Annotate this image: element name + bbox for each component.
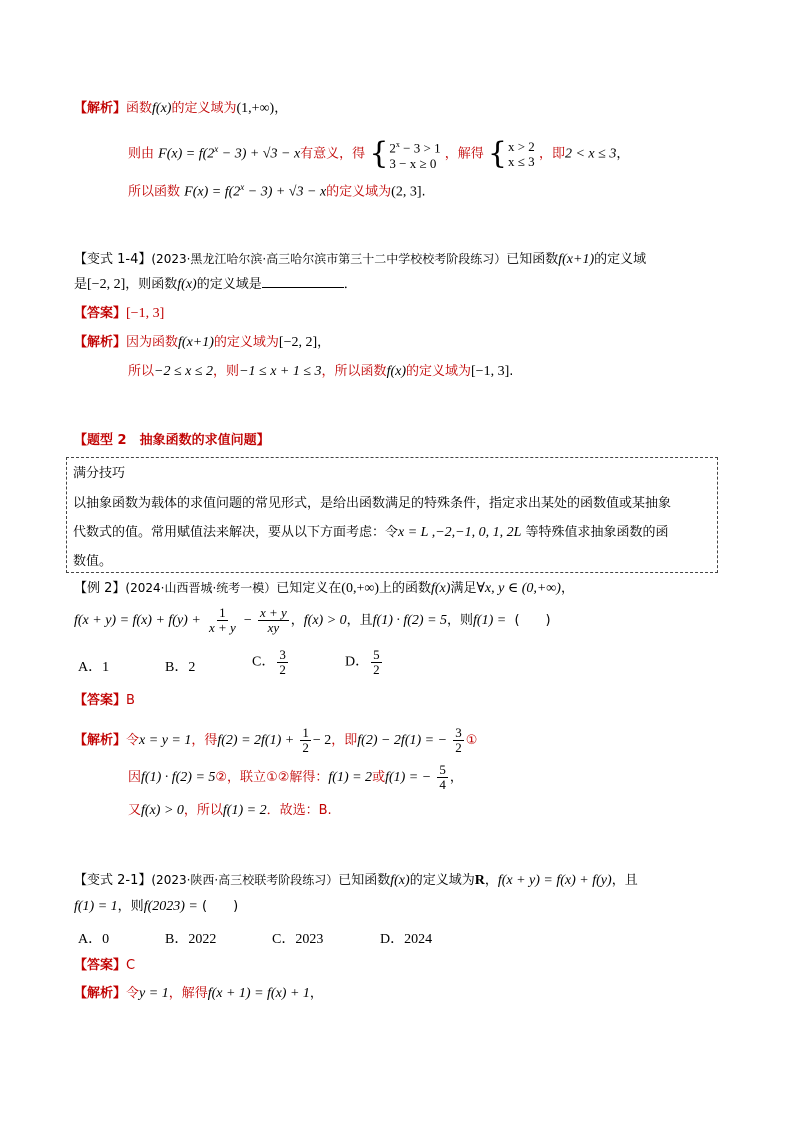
variant-2-1-answer: 【答案】C xyxy=(74,958,136,973)
variant-1-4-question-2: 是[−2, 2]，则函数f(x)的定义域是 ． xyxy=(74,277,357,292)
example-2-solution-2: 因f(1) · f(2) = 5②，联立①②解得：f(1) = 2或f(1) = − $\frac{5}{4}$ ， xyxy=(128,762,463,792)
tips-box xyxy=(66,457,718,573)
example-2-answer: 【答案】B xyxy=(74,693,135,708)
condition-system: { $2^x - 3 > 1$ 3 − x ≥ 0 xyxy=(369,136,441,171)
answer-tag: 【答案】 xyxy=(74,306,127,321)
example-2-equation: f(x + y) = f(x) + f(y) + $\frac{1}{x + y}$ − $\frac{x + y}{xy}$ ，f(x) > 0，且f(1) · f(2) = 5，则f(1) = ( ) xyxy=(74,605,551,635)
variant-2-1-analysis: 【解析】令y = 1，解得f(x + 1) = f(x) + 1， xyxy=(74,986,323,1001)
answer-blank xyxy=(262,275,344,288)
variant-1-4-analysis-2: 所以−2 ≤ x ≤ 2，则−1 ≤ x + 1 ≤ 3，所以函数f(x)的定义域为[−1, 3]. xyxy=(128,364,514,379)
option-d[interactable]: D． $\frac{5}{2}$ xyxy=(345,647,380,677)
variant-label: 【变式 1-4】 xyxy=(74,252,152,267)
option-a[interactable]: A．0 xyxy=(78,932,110,947)
option-c[interactable]: C． $\frac{3}{2}$ xyxy=(252,647,286,677)
variant-label: 【变式 2-1】 xyxy=(74,873,152,888)
example-2-solution-3: 又f(x) > 0，所以f(1) = 2．故选：B. xyxy=(128,803,332,818)
example-2-question: 【例 2】(2024·山西晋城·统考一模）已知定义在(0,+∞)上的函数f(x)满足∀x, y ∈ (0,+∞)， xyxy=(74,581,574,596)
fraction: $\frac{x + y}{xy}$ xyxy=(259,605,287,635)
answer-tag: 【答案】 xyxy=(74,693,127,708)
variant-1-4-question: 【变式 1-4】(2023·黑龙江哈尔滨·高三哈尔滨市第三十二中学校校考阶段练习）已知函数f(x+1)的定义域 xyxy=(74,252,647,267)
tips-line-2: 代数式的值。常用赋值法来解决，要从以下方面考虑：令x = L ,−2,−1, 0, 1, 2L 等特殊值求抽象函数的函 xyxy=(73,525,669,540)
variant-2-1-question-2: f(1) = 1，则f(2023) = ( ) xyxy=(74,899,239,914)
solution-system: { x > 2 x ≤ 3 xyxy=(487,136,535,171)
example-label: 【例 2】 xyxy=(74,581,126,596)
tips-title: 满分技巧 xyxy=(73,466,126,481)
variant-1-4-answer: 【答案】[−1, 3] xyxy=(74,306,165,321)
option-b[interactable]: B．2 xyxy=(165,660,196,675)
variant-1-4-analysis-1: 【解析】因为函数f(x+1)的定义域为[−2, 2]， xyxy=(74,335,331,350)
tips-line-1: 以抽象函数为载体的求值问题的常见形式，是给出函数满足的特殊条件，指定求出某处的函数值或某抽象 xyxy=(73,496,672,511)
option-a[interactable]: A．1 xyxy=(78,660,110,675)
option-c[interactable]: C．2023 xyxy=(272,932,324,947)
analysis-tag: 【解析】 xyxy=(74,986,127,1001)
analysis-tag: 【解析】 xyxy=(74,733,127,748)
example-2-solution-1: 【解析】令x = y = 1，得f(2) = 2f(1) + $\frac{1}{2}$ − 2，即f(2) − 2f(1) = − $\frac{3}{2}$ ① xyxy=(74,725,478,755)
tips-line-3: 数值。 xyxy=(73,554,113,569)
analysis-line-2: 则由 $F(x) = f(2^x - 3) + √3 - x$有意义，得 { $2^x - 3 > 1$ 3 − x ≥ 0 ，解得 { x > 2 x ≤ 3 ，即2 < x ≤ 3， xyxy=(128,136,630,171)
option-d[interactable]: D．2024 xyxy=(380,932,433,947)
analysis-line-3: 所以函数 $F(x) = f(2^x - 3) + √3 - x$的定义域为(2, 3]. xyxy=(128,182,426,200)
fraction: $\frac{1}{x + y}$ xyxy=(208,605,236,635)
topic-2-heading: 【题型 2 抽象函数的求值问题】 xyxy=(74,433,270,448)
analysis-tag: 【解析】 xyxy=(74,101,127,116)
variant-2-1-question: 【变式 2-1】(2023·陕西·高三校联考阶段练习）已知函数f(x)的定义域为R，f(x + y) = f(x) + f(y)，且 xyxy=(74,873,638,888)
analysis-line-1: 【解析】函数f(x)的定义域为(1,+∞)， xyxy=(74,101,288,116)
answer-tag: 【答案】 xyxy=(74,958,127,973)
option-b[interactable]: B．2022 xyxy=(165,932,217,947)
analysis-tag: 【解析】 xyxy=(74,335,127,350)
